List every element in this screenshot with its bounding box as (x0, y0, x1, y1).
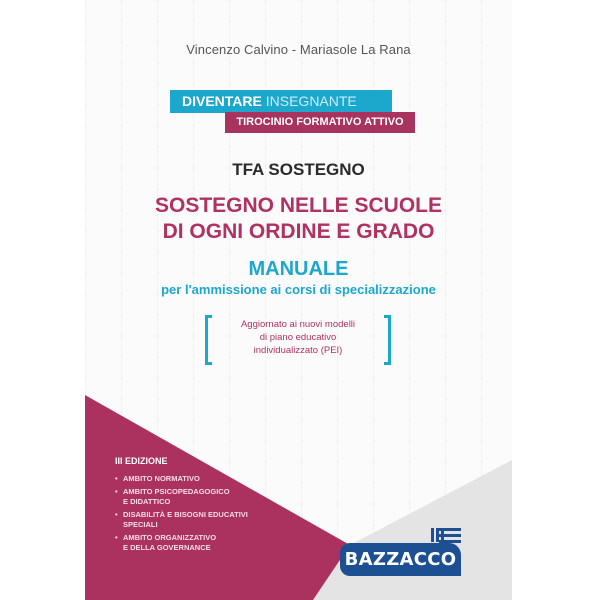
feature-item: • DISABILITÀ E BISOGNI EDUCATIVI SPECIALI (115, 510, 265, 531)
note-line-2: di piano educativo (259, 332, 337, 343)
left-bracket-icon (205, 315, 212, 365)
title-line-1: SOSTEGNO NELLE SCUOLE (154, 194, 443, 217)
book-subtitle: per l'ammissione ai corsi di specializzazione (161, 282, 436, 297)
feature-item: • AMBITO PSICOPEDAGOGICO E DIDATTICO (115, 487, 265, 508)
series-bold: DIVENTARE (182, 93, 262, 109)
book-cover (85, 0, 512, 600)
series-light: INSEGNANTE (265, 93, 357, 109)
feature-list (115, 474, 265, 556)
right-bracket-icon (384, 315, 391, 365)
book-type: MANUALE (248, 258, 349, 280)
title-line-2: DI OGNI ORDINE E GRADO (162, 220, 435, 243)
series-band (170, 90, 392, 113)
update-note (205, 315, 391, 365)
publisher-logo: BAZZACCO (340, 543, 461, 576)
note-line-3: individualizzato (PEI) (253, 345, 343, 356)
feature-item: • AMBITO ORGANIZZATIVO E DELLA GOVERNANCE (115, 533, 265, 554)
exam-title: TFA SOSTEGNO (232, 160, 365, 179)
edition-label: III EDIZIONE (115, 456, 168, 466)
book-title (85, 193, 512, 245)
authors: Vincenzo Calvino - Mariasole La Rana (186, 42, 411, 57)
subseries-band: TIROCINIO FORMATIVO ATTIVO (225, 112, 415, 133)
feature-item: • AMBITO NORMATIVO (115, 474, 265, 485)
note-line-1: Aggiornato ai nuovi modelli (240, 319, 356, 330)
